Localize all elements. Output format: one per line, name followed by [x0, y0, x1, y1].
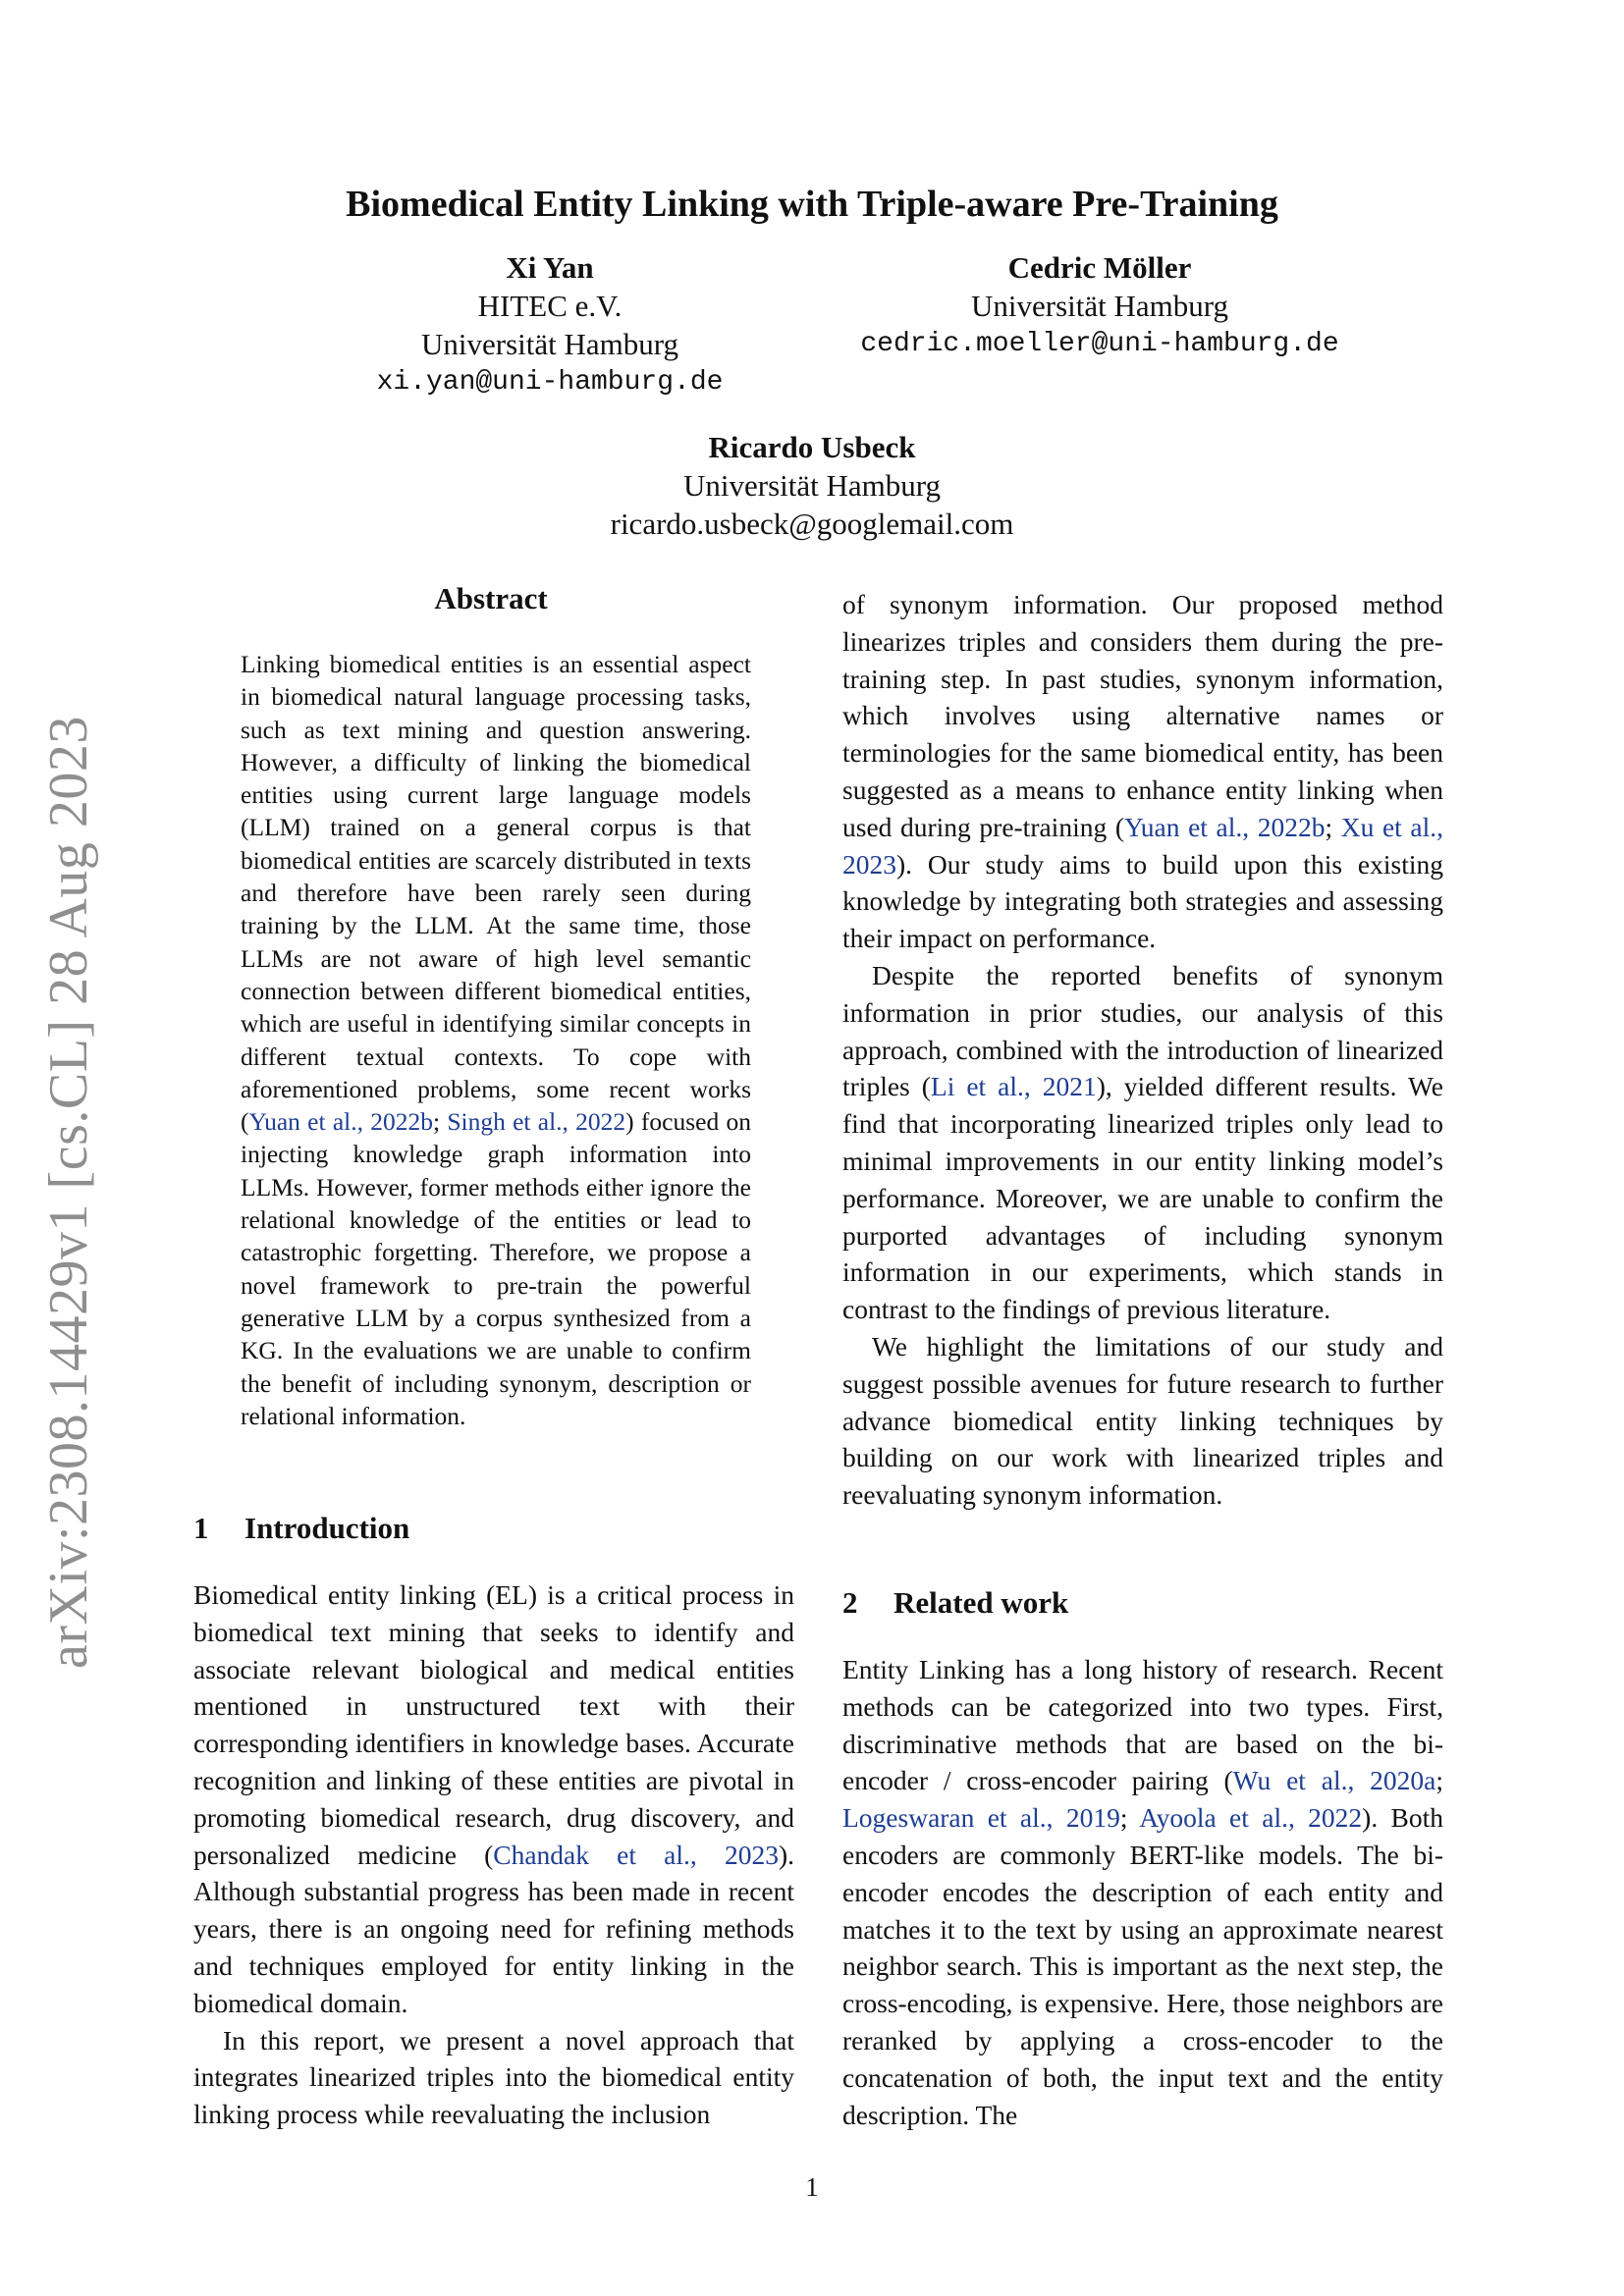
- paper-title: Biomedical Entity Linking with Triple-aware Pre-Training: [346, 184, 1278, 225]
- citation-link[interactable]: Ayoola et al., 2022: [1139, 1802, 1363, 1834]
- author-block-2: [825, 248, 1375, 363]
- author-name: Ricardo Usbeck: [708, 430, 916, 464]
- section-title: Related work: [893, 1585, 1069, 1620]
- arxiv-identifier: arXiv:2308.14429v1 [cs.CL] 28 Aug 2023: [38, 716, 99, 1669]
- citation-link[interactable]: Singh et al., 2022: [447, 1107, 626, 1137]
- introduction-body: [193, 1576, 794, 2133]
- paragraph: Entity Linking has a long history of research. Recent methods can be categorized into two types. First, discriminative methods that are based on the bi-encoder / cross-encoder pairing (Wu et al., 2020a; Logeswaran et al., 2019; Ayoola et al., 2022). Both encoders are commonly BERT-like models. The bi-encoder encodes the description of each entity and matches it to the text by using an approximate nearest neighbor search. This is important as the next step, the cross-encoding, is expensive. Here, those neighbors are reranked by applying a cross-encoder to the concatenation of both, the input text and the entity description. The: [842, 1654, 1444, 2130]
- author-affiliation: Universität Hamburg: [970, 289, 1229, 323]
- citation-link[interactable]: Chandak et al., 2023: [493, 1839, 779, 1870]
- section-heading-introduction: [193, 1509, 409, 1548]
- author-email[interactable]: ricardo.usbeck@googlemail.com: [610, 507, 1014, 541]
- section-number: 2: [842, 1585, 858, 1620]
- author-email[interactable]: cedric.moeller@uni-hamburg.de: [860, 329, 1339, 359]
- paragraph: Biomedical entity linking (EL) is a critical process in biomedical text mining that seeks to identify and associate relevant biological and medical entities mentioned in unstructured text with their corresponding identifiers in knowledge bases. Accurate recognition and linking of these entities are pivotal in promoting biomedical research, drug discovery, and personalized medicine (Chandak et al., 2023). Although substantial progress has been made in recent years, there is an ongoing need for refining methods and techniques employed for entity linking in the biomedical domain.: [193, 1579, 794, 2018]
- citation-link[interactable]: Yuan et al., 2022b: [1123, 811, 1326, 842]
- abstract-heading: Abstract: [434, 581, 548, 615]
- citation-link[interactable]: Yuan et al., 2022b: [248, 1107, 433, 1137]
- author-affiliation: HITEC e.V.: [477, 289, 623, 323]
- section-title: Introduction: [244, 1511, 410, 1545]
- author-block-3: [517, 428, 1107, 543]
- section-number: 1: [193, 1511, 209, 1545]
- paragraph: We highlight the limitations of our study and suggest possible avenues for future research to further advance biomedical entity linking techniques by building on our work with linearized triples and reevaluating synonym information.: [842, 1330, 1443, 1511]
- citation-link[interactable]: Li et al., 2021: [930, 1071, 1097, 1102]
- paragraph: of synonym information. Our proposed method linearizes triples and considers them during the pre-training step. In past studies, synonym information, which involves using alternative names or terminologies for the same biomedical entity, has been suggested as a means to enhance entity linking when used during pre-training (Yuan et al., 2022b; Xu et al., 2023). Our study aims to build upon this existing knowledge by integrating both strategies and assessing their impact on performance.: [842, 589, 1444, 954]
- section-heading-related-work: [842, 1583, 1068, 1623]
- author-affiliation: Universität Hamburg: [682, 468, 942, 503]
- citation-link[interactable]: Logeswaran et al., 2019: [842, 1802, 1120, 1834]
- paragraph: In this report, we present a novel approach that integrates linearized triples into the biomedical entity linking process while reevaluating the inclusion: [193, 2024, 794, 2130]
- abstract-body: Linking biomedical entities is an essential aspect in biomedical natural language processing tasks, such as text mining and question answering. However, a difficulty of linking the biomedical entities using current large language models (LLM) trained on a general corpus is that biomedical entities are scarcely distributed in texts and therefore have been rarely seen during training by the LLM. At the same time, those LLMs are not aware of high level semantic connection between different biomedical entities, which are useful in identifying similar concepts in different textual contexts. To cope with aforementioned problems, some recent works (Yuan et al., 2022b; Singh et al., 2022) focused on injecting knowledge graph information into LLMs. However, former methods either ignore the relational knowledge of the entities or lead to catastrophic forgetting. Therefore, we propose a novel framework to pre-train the powerful generative LLM by a corpus synthesized from a KG. In the evaluations we are unable to confirm the benefit of including synonym, description or relational information.: [241, 650, 751, 1430]
- author-name: Xi Yan: [506, 250, 594, 285]
- citation-link[interactable]: Wu et al., 2020a: [1232, 1765, 1436, 1796]
- author-name: Cedric Möller: [1007, 250, 1192, 285]
- paragraph: Despite the reported benefits of synonym information in prior studies, our analysis of this approach, combined with the introduction of linearized triples (Li et al., 2021), yielded different results. We find that incorporating linearized triples only lead to minimal improvements in our entity linking model’s performance. Moreover, we are unable to confirm the purported advantages of including synonym information in our experiments, which stands in contrast to the findings of previous literature.: [842, 959, 1443, 1325]
- page-number: 1: [805, 2172, 819, 2202]
- author-affiliation: Universität Hamburg: [420, 327, 679, 361]
- author-email[interactable]: xi.yan@uni-hamburg.de: [376, 367, 724, 398]
- citation-link[interactable]: Xu et al., 2023: [842, 811, 1444, 880]
- right-column-body: [842, 586, 1443, 1514]
- author-block-1: [334, 248, 766, 401]
- related-work-body: [842, 1651, 1443, 2133]
